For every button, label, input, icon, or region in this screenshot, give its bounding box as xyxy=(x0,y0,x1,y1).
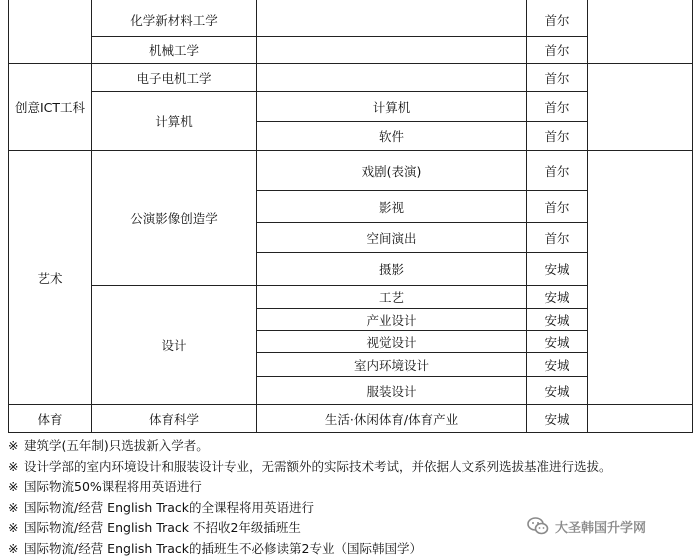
note-text: 国际物流/经营 English Track的插班生不必修读第2专业（国际韩国学） xyxy=(24,540,422,556)
notes-list xyxy=(8,436,692,560)
dept-cell-sports: 体育 xyxy=(37,411,63,427)
note-mark: ※ xyxy=(8,499,19,515)
track-cell: 室内环境设计 xyxy=(353,357,429,373)
major-cell: 电子电机工学 xyxy=(136,70,212,86)
campus-cell: 首尔 xyxy=(544,129,570,144)
note-mark: ※ xyxy=(8,479,19,495)
track-cell: 工艺 xyxy=(378,290,404,305)
major-cell: 设计 xyxy=(161,338,187,353)
campus-cell: 安城 xyxy=(544,411,570,427)
track-cell: 生活·休闲体育/体育产业 xyxy=(324,411,459,427)
note-mark: ※ xyxy=(8,438,19,453)
note-mark: ※ xyxy=(8,540,19,556)
note-item xyxy=(8,457,692,478)
campus-cell: 安城 xyxy=(544,357,570,373)
track-cell: 计算机 xyxy=(372,99,411,115)
note-text: 设计学部的室内环境设计和服装设计专业，无需额外的实际技术考试，并依据人文系列选拔基准进行选拔。 xyxy=(24,458,612,474)
track-cell: 服装设计 xyxy=(366,383,417,399)
campus-cell: 首尔 xyxy=(544,199,570,215)
campus-cell: 首尔 xyxy=(544,43,570,58)
track-cell: 软件 xyxy=(378,129,404,144)
watermark xyxy=(527,513,646,539)
note-mark: ※ xyxy=(8,458,19,474)
campus-cell: 安城 xyxy=(544,312,570,328)
note-text: 国际物流50%课程将用英语进行 xyxy=(24,479,202,495)
major-cell: 体育科学 xyxy=(148,411,199,427)
track-cell: 产业设计 xyxy=(366,312,417,328)
major-cell: 公演影像创造学 xyxy=(130,211,218,226)
campus-cell: 首尔 xyxy=(544,70,570,86)
note-mark: ※ xyxy=(8,520,19,536)
campus-cell: 安城 xyxy=(544,383,570,399)
campus-cell: 首尔 xyxy=(544,13,570,28)
campus-cell: 安城 xyxy=(544,290,570,305)
track-cell: 戏剧(表演) xyxy=(361,163,422,179)
campus-cell: 首尔 xyxy=(544,230,570,246)
note-item xyxy=(8,477,692,498)
note-item xyxy=(8,539,692,560)
campus-cell: 安城 xyxy=(544,262,570,277)
track-cell: 视觉设计 xyxy=(366,334,417,350)
major-cell: 计算机 xyxy=(155,114,193,129)
note-text: 国际物流/经营 English Track的全课程将用英语进行 xyxy=(24,499,315,515)
dept-cell-art: 艺术 xyxy=(37,270,63,286)
note-text: 建筑学(五年制)只选拔新入学者。 xyxy=(24,438,209,453)
track-cell: 摄影 xyxy=(378,262,404,277)
track-cell: 空间演出 xyxy=(366,230,417,246)
major-cell: 机械工学 xyxy=(148,43,199,58)
campus-cell: 首尔 xyxy=(544,163,570,179)
campus-cell: 安城 xyxy=(544,334,570,350)
major-cell: 化学新材料工学 xyxy=(130,13,218,28)
dept-cell-ict: 创意ICT工科 xyxy=(14,100,86,115)
campus-cell: 首尔 xyxy=(544,99,570,115)
note-item xyxy=(8,436,692,457)
wechat-icon xyxy=(527,517,549,535)
note-text: 国际物流/经营 English Track 不招收2年级插班生 xyxy=(24,520,301,536)
watermark-text: 大圣韩国升学网 xyxy=(555,520,647,536)
track-cell: 影视 xyxy=(378,199,404,215)
